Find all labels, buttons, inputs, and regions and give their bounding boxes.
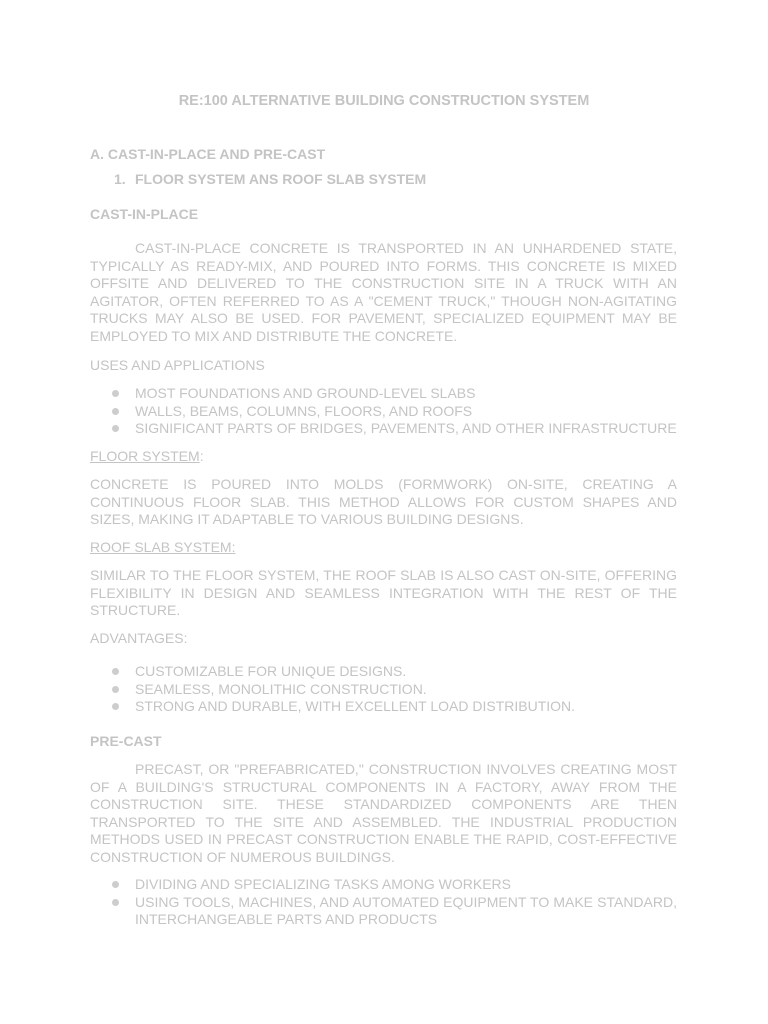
list-item: WALLS, BEAMS, COLUMNS, FLOORS, AND ROOFS (90, 403, 677, 421)
list-item: CUSTOMIZABLE FOR UNIQUE DESIGNS. (90, 663, 677, 681)
item-text: FLOOR SYSTEM ANS ROOF SLAB SYSTEM (135, 171, 427, 187)
bullet-icon (112, 686, 119, 693)
section-a-heading: A. CAST-IN-PLACE AND PRE-CAST (90, 146, 326, 162)
list-item: MOST FOUNDATIONS AND GROUND-LEVEL SLABS (90, 385, 677, 403)
floor-system-paragraph: CONCRETE IS POURED INTO MOLDS (FORMWORK) ON-SITE, CREATING A CONTINUOUS FLOOR SLAB. THIS METHOD ALLOWS FOR CUSTOM SHAPES AND SIZES, MAKING IT ADAPTABLE TO VARIOUS BUILDING DESIGNS. (90, 476, 677, 528)
roof-slab-paragraph: SIMILAR TO THE FLOOR SYSTEM, THE ROOF SLAB IS ALSO CAST ON-SITE, OFFERING FLEXIBILITY IN DESIGN AND SEAMLESS INTEGRATION WITH THE REST OF THE STRUCTURE. (90, 567, 677, 619)
bullet-icon (112, 668, 119, 675)
uses-list (90, 385, 677, 438)
advantages-list (90, 663, 677, 716)
list-item: STRONG AND DURABLE, WITH EXCELLENT LOAD DISTRIBUTION. (90, 698, 677, 716)
list-item: SEAMLESS, MONOLITHIC CONSTRUCTION. (90, 681, 677, 699)
list-item: USING TOOLS, MACHINES, AND AUTOMATED EQUIPMENT TO MAKE STANDARD, INTERCHANGEABLE PARTS AND PRODUCTS (90, 894, 677, 929)
roof-slab-heading: ROOF SLAB SYSTEM: (90, 539, 236, 555)
floor-system-heading: FLOOR SYSTEM: (90, 448, 204, 464)
item-number: 1. (114, 171, 126, 187)
bullet-icon (112, 390, 119, 397)
bullet-icon (112, 425, 119, 432)
bullet-icon (112, 899, 119, 906)
bullet-icon (112, 408, 119, 415)
list-item: DIVIDING AND SPECIALIZING TASKS AMONG WORKERS (90, 876, 677, 894)
pre-cast-heading: PRE-CAST (90, 733, 162, 749)
uses-heading: USES AND APPLICATIONS (90, 357, 265, 373)
bullet-icon (112, 703, 119, 710)
cast-in-place-heading: CAST-IN-PLACE (90, 206, 199, 222)
advantages-heading: ADVANTAGES: (90, 630, 188, 646)
pre-cast-paragraph: PRECAST, OR "PREFABRICATED," CONSTRUCTION INVOLVES CREATING MOST OF A BUILDING'S STRUCTURAL COMPONENTS IN A FACTORY, AWAY FROM THE CONSTRUCTION SITE. THESE STANDARDIZED COMPONENTS ARE THEN TRANSPORTED TO THE SITE AND ASSEMBLED. THE INDUSTRIAL PRODUCTION METHODS USED IN PRECAST CONSTRUCTION ENABLE THE RAPID, COST-EFFECTIVE CONSTRUCTION OF NUMEROUS BUILDINGS. (90, 761, 677, 865)
numbered-item-1 (90, 171, 677, 189)
document-title: RE:100 ALTERNATIVE BUILDING CONSTRUCTION SYSTEM (178, 93, 590, 109)
cast-in-place-paragraph: CAST-IN-PLACE CONCRETE IS TRANSPORTED IN AN UNHARDENED STATE, TYPICALLY AS READY-MIX, AND POURED INTO FORMS. THIS CONCRETE IS MIXED OFFSITE AND DELIVERED TO THE CONSTRUCTION SITE IN A TRUCK WITH AN AGITATOR, OFTEN REFERRED TO AS A "CEMENT TRUCK," THOUGH NON-AGITATING TRUCKS MAY ALSO BE USED. FOR PAVEMENT, SPECIALIZED EQUIPMENT MAY BE EMPLOYED TO MIX AND DISTRIBUTE THE CONCRETE. (90, 240, 677, 344)
list-item: SIGNIFICANT PARTS OF BRIDGES, PAVEMENTS, AND OTHER INFRASTRUCTURE (90, 420, 677, 438)
pre-cast-list (90, 876, 677, 929)
bullet-icon (112, 881, 119, 888)
